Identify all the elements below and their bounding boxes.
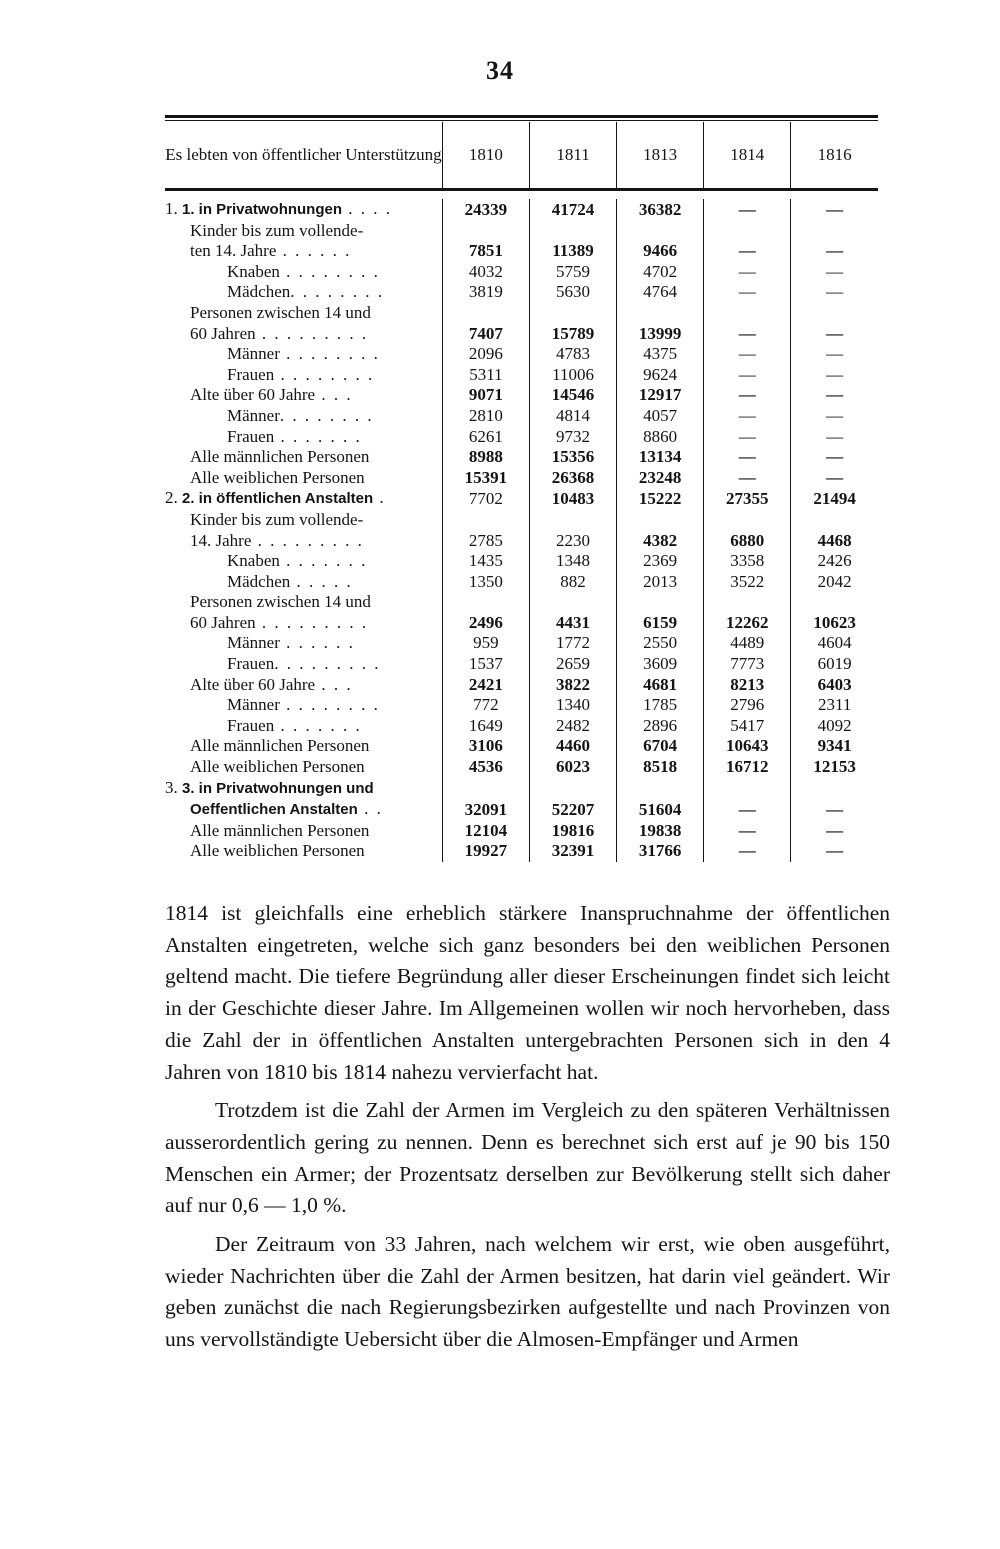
- table-row: [165, 551, 878, 572]
- page-number: 34: [486, 56, 514, 85]
- table-cell: 4092: [791, 716, 878, 737]
- table-row: [165, 654, 878, 675]
- year-header: 1814: [704, 122, 791, 190]
- row-label: Alle männlichen Personen: [190, 736, 370, 756]
- table-row: [165, 592, 878, 613]
- table-cell: 7407: [442, 324, 529, 345]
- table-cell: —: [791, 344, 878, 365]
- table-cell: [617, 303, 704, 324]
- table-cell: 4468: [791, 531, 878, 552]
- row-label: Knaben . . . . . . . .: [227, 261, 380, 281]
- table-cell: —: [704, 799, 791, 821]
- table-cell: 772: [442, 695, 529, 716]
- table-cell: 4604: [791, 633, 878, 654]
- row-label: Knaben . . . . . . .: [227, 551, 368, 571]
- table-cell: 14546: [529, 385, 616, 406]
- table-cell: —: [704, 406, 791, 427]
- table-cell: 19927: [442, 841, 529, 862]
- table-cell: 1340: [529, 695, 616, 716]
- table-cell: —: [704, 324, 791, 345]
- table-cell: —: [704, 262, 791, 283]
- table-cell: 7851: [442, 241, 529, 262]
- table-cell: 8860: [617, 427, 704, 448]
- table-cell: 15356: [529, 447, 616, 468]
- table-cell: —: [704, 385, 791, 406]
- table-cell: 2421: [442, 675, 529, 696]
- table-cell: 7702: [442, 488, 529, 510]
- year-header: 1816: [791, 122, 878, 190]
- table-cell: 3609: [617, 654, 704, 675]
- table-cell: 2785: [442, 531, 529, 552]
- paragraph: Der Zeitraum von 33 Jahren, nach welchem wir erst, wie oben ausgeführt, wieder Nachrichten über die Zahl der Armen besitzen, hat darin viel geändert. Wir geben zunächst die nach Regierungsbezirken aufgestellte und nach Provinzen von uns vervollständigte Uebersicht über die Almosen-Empfänger und Armen: [165, 1232, 890, 1352]
- table-cell: [442, 778, 529, 800]
- table-cell: 2896: [617, 716, 704, 737]
- table-row: [165, 282, 878, 303]
- table-cell: 9071: [442, 385, 529, 406]
- table-body: [165, 199, 878, 862]
- row-label: Alle männlichen Personen: [190, 820, 370, 840]
- table-cell: 3522: [704, 572, 791, 593]
- table-row: [165, 199, 878, 221]
- row-label: Mädchen. . . . . . . .: [227, 282, 385, 302]
- table-cell: —: [704, 241, 791, 262]
- table-cell: 12917: [617, 385, 704, 406]
- top-rule: [165, 115, 878, 118]
- table-cell: [704, 778, 791, 800]
- table-cell: 5630: [529, 282, 616, 303]
- table-cell: 6023: [529, 757, 616, 778]
- table-cell: [617, 221, 704, 242]
- table-row: [165, 736, 878, 757]
- table-cell: 1435: [442, 551, 529, 572]
- row-label: ten 14. Jahre . . . . . .: [190, 241, 352, 261]
- table-cell: 6403: [791, 675, 878, 696]
- table-cell: 8988: [442, 447, 529, 468]
- table-cell: 5311: [442, 365, 529, 386]
- table-cell: —: [791, 427, 878, 448]
- paragraph: 1814 ist gleichfalls eine erheblich stärkere Inanspruchnahme der öffentlichen Anstalten eingetreten, welche sich ganz besonders bei den weiblichen Personen geltend macht. Die tiefere Begründung aller dieser Erscheinungen findet sich leicht in der Geschichte dieser Jahre. Im Allgemeinen wollen wir noch hervorheben, dass die Zahl der in öffentlichen Anstalten untergebrachten Personen sich in den 4 Jahren von 1810 bis 1814 nahezu vervierfacht hat.: [165, 901, 890, 1084]
- row-label: Personen zwischen 14 und: [190, 592, 371, 612]
- table-cell: 41724: [529, 199, 616, 221]
- table-cell: 32391: [529, 841, 616, 862]
- table-cell: 9466: [617, 241, 704, 262]
- table-row: [165, 799, 878, 821]
- table-cell: —: [704, 344, 791, 365]
- table-row: [165, 633, 878, 654]
- table-cell: 15789: [529, 324, 616, 345]
- table-cell: —: [791, 241, 878, 262]
- table-cell: 13134: [617, 447, 704, 468]
- row-label: 3. 3. in Privatwohnungen und: [165, 777, 374, 797]
- table-row: [165, 365, 878, 386]
- row-label: Alte über 60 Jahre . . .: [190, 385, 353, 405]
- table-cell: 52207: [529, 799, 616, 821]
- table-cell: 4681: [617, 675, 704, 696]
- table-cell: [529, 592, 616, 613]
- table-cell: —: [791, 447, 878, 468]
- table-cell: —: [704, 841, 791, 862]
- table-row: [165, 572, 878, 593]
- table-cell: 9732: [529, 427, 616, 448]
- table-cell: 24339: [442, 199, 529, 221]
- table-cell: 6019: [791, 654, 878, 675]
- table-cell: —: [791, 799, 878, 821]
- table-cell: 2550: [617, 633, 704, 654]
- table-cell: [704, 221, 791, 242]
- table-row: [165, 695, 878, 716]
- row-label: 14. Jahre . . . . . . . . .: [190, 530, 364, 550]
- table-cell: 1785: [617, 695, 704, 716]
- table-cell: —: [791, 406, 878, 427]
- table-cell: 2482: [529, 716, 616, 737]
- table-row: [165, 510, 878, 531]
- table-row: [165, 613, 878, 634]
- row-label: Kinder bis zum vollende-: [190, 509, 364, 529]
- table-cell: —: [704, 447, 791, 468]
- row-label: Männer. . . . . . . .: [227, 405, 374, 425]
- table-cell: 31766: [617, 841, 704, 862]
- table-cell: —: [791, 282, 878, 303]
- table-cell: —: [791, 385, 878, 406]
- table-cell: 13999: [617, 324, 704, 345]
- table-cell: 10483: [529, 488, 616, 510]
- table-cell: 4057: [617, 406, 704, 427]
- year-header: 1810: [442, 122, 529, 190]
- table-cell: 2230: [529, 531, 616, 552]
- table-header-row: [165, 122, 878, 190]
- table-cell: 1649: [442, 716, 529, 737]
- row-label: Kinder bis zum vollende-: [190, 220, 364, 240]
- table-cell: 2796: [704, 695, 791, 716]
- table-row: [165, 757, 878, 778]
- table-cell: —: [704, 282, 791, 303]
- table-row: [165, 324, 878, 345]
- row-label: Männer . . . . . . . .: [227, 695, 380, 715]
- table-cell: —: [704, 199, 791, 221]
- body-text: [165, 898, 890, 1356]
- table-cell: 12153: [791, 757, 878, 778]
- row-label: Frauen . . . . . . . .: [227, 364, 375, 384]
- table-cell: 4489: [704, 633, 791, 654]
- table-row: [165, 531, 878, 552]
- row-label: Personen zwischen 14 und: [190, 302, 371, 322]
- table-cell: [704, 592, 791, 613]
- table-cell: 11389: [529, 241, 616, 262]
- table-cell: 6159: [617, 613, 704, 634]
- table-cell: 11006: [529, 365, 616, 386]
- row-label: Mädchen . . . . .: [227, 571, 353, 591]
- table-cell: 4764: [617, 282, 704, 303]
- table-cell: 6880: [704, 531, 791, 552]
- table-row: [165, 778, 878, 800]
- table-cell: [617, 778, 704, 800]
- row-label: 2. 2. in öffentlichen Anstalten .: [165, 488, 386, 508]
- table-cell: [529, 303, 616, 324]
- table-cell: 1537: [442, 654, 529, 675]
- row-label: Alle weiblichen Personen: [190, 841, 365, 861]
- table-cell: 9341: [791, 736, 878, 757]
- table-cell: 4814: [529, 406, 616, 427]
- table-cell: 2311: [791, 695, 878, 716]
- table-row: [165, 406, 878, 427]
- table-cell: 3819: [442, 282, 529, 303]
- row-label: Alte über 60 Jahre . . .: [190, 674, 353, 694]
- row-label: Frauen . . . . . . .: [227, 715, 362, 735]
- table-cell: 2096: [442, 344, 529, 365]
- table-row: [165, 221, 878, 242]
- table-cell: 6704: [617, 736, 704, 757]
- table-cell: [617, 510, 704, 531]
- table-cell: [791, 778, 878, 800]
- table-cell: —: [791, 324, 878, 345]
- table-row: [165, 385, 878, 406]
- table-cell: 4536: [442, 757, 529, 778]
- table-cell: 10643: [704, 736, 791, 757]
- table-row: [165, 841, 878, 862]
- table-cell: —: [791, 468, 878, 489]
- table-cell: 4783: [529, 344, 616, 365]
- table-cell: 15222: [617, 488, 704, 510]
- table-cell: 1348: [529, 551, 616, 572]
- table-cell: 3358: [704, 551, 791, 572]
- table-cell: 5759: [529, 262, 616, 283]
- table-row: [165, 488, 878, 510]
- table-cell: [442, 510, 529, 531]
- table-cell: 8518: [617, 757, 704, 778]
- table-cell: [442, 592, 529, 613]
- table-cell: 27355: [704, 488, 791, 510]
- row-label: 60 Jahren . . . . . . . . .: [190, 323, 369, 343]
- table-cell: 4382: [617, 531, 704, 552]
- table-cell: [442, 221, 529, 242]
- table-cell: 36382: [617, 199, 704, 221]
- table-cell: 2369: [617, 551, 704, 572]
- table-cell: 2810: [442, 406, 529, 427]
- table-cell: —: [704, 427, 791, 448]
- table-cell: 3822: [529, 675, 616, 696]
- table-cell: 10623: [791, 613, 878, 634]
- table-cell: 32091: [442, 799, 529, 821]
- table-row: [165, 344, 878, 365]
- table-cell: [704, 510, 791, 531]
- table-cell: —: [791, 821, 878, 842]
- table-cell: [617, 592, 704, 613]
- table-cell: 12262: [704, 613, 791, 634]
- table-cell: 2013: [617, 572, 704, 593]
- table-cell: [791, 303, 878, 324]
- table-cell: 2426: [791, 551, 878, 572]
- table-cell: —: [704, 821, 791, 842]
- table-cell: —: [791, 841, 878, 862]
- row-label: Oeffentlichen Anstalten . .: [190, 799, 383, 819]
- table-cell: —: [704, 468, 791, 489]
- table-cell: 4032: [442, 262, 529, 283]
- table-cell: —: [791, 199, 878, 221]
- table-cell: [791, 510, 878, 531]
- table-row: [165, 241, 878, 262]
- table-cell: —: [791, 262, 878, 283]
- row-label: Alle weiblichen Personen: [190, 757, 365, 777]
- table-cell: 26368: [529, 468, 616, 489]
- table-row: [165, 821, 878, 842]
- table-cell: 2659: [529, 654, 616, 675]
- table-cell: 2042: [791, 572, 878, 593]
- table-cell: 23248: [617, 468, 704, 489]
- year-header: 1813: [617, 122, 704, 190]
- table-row: [165, 468, 878, 489]
- table-cell: [704, 303, 791, 324]
- table-cell: [529, 221, 616, 242]
- table-cell: 16712: [704, 757, 791, 778]
- table-row: [165, 447, 878, 468]
- table-cell: 51604: [617, 799, 704, 821]
- table-cell: 9624: [617, 365, 704, 386]
- table-row: [165, 303, 878, 324]
- table-cell: 3106: [442, 736, 529, 757]
- table-cell: 1772: [529, 633, 616, 654]
- table-cell: 959: [442, 633, 529, 654]
- table-cell: 1350: [442, 572, 529, 593]
- table-cell: 7773: [704, 654, 791, 675]
- table-cell: 6261: [442, 427, 529, 448]
- table-cell: [529, 510, 616, 531]
- table-row: [165, 675, 878, 696]
- table-row: [165, 262, 878, 283]
- table-cell: [791, 592, 878, 613]
- row-label: Frauen . . . . . . .: [227, 426, 362, 446]
- table-cell: 882: [529, 572, 616, 593]
- row-label: Frauen. . . . . . . . .: [227, 654, 381, 674]
- top-rule-thin: [165, 120, 878, 121]
- table-cell: 12104: [442, 821, 529, 842]
- table-cell: 19816: [529, 821, 616, 842]
- table-cell: 15391: [442, 468, 529, 489]
- table-cell: —: [791, 365, 878, 386]
- statistics-table: [165, 122, 878, 862]
- row-label: 60 Jahren . . . . . . . . .: [190, 612, 369, 632]
- table-row: [165, 716, 878, 737]
- table-cell: 4375: [617, 344, 704, 365]
- table-row: [165, 427, 878, 448]
- table-cell: 2496: [442, 613, 529, 634]
- table-cell: 4460: [529, 736, 616, 757]
- row-label: Männer . . . . . .: [227, 633, 355, 653]
- table-header-label: Es lebten von öffentlicher Unterstützung: [165, 122, 442, 190]
- table-cell: [529, 778, 616, 800]
- row-label: 1. 1. in Privatwohnungen . . . .: [165, 199, 393, 218]
- row-label: Alle männlichen Personen: [190, 447, 370, 467]
- table-cell: [442, 303, 529, 324]
- table-cell: 21494: [791, 488, 878, 510]
- row-label: Männer . . . . . . . .: [227, 344, 380, 364]
- table-cell: 8213: [704, 675, 791, 696]
- row-label: Alle weiblichen Personen: [190, 467, 365, 487]
- table-cell: 5417: [704, 716, 791, 737]
- table-cell: [791, 221, 878, 242]
- paragraph: Trotzdem ist die Zahl der Armen im Vergleich zu den späteren Verhältnissen ausserordentlich gering zu nennen. Denn es berechnet sich erst auf je 90 bis 150 Menschen ein Armer; der Prozentsatz derselben zur Bevölkerung stellt sich daher auf nur 0,6 — 1,0 %.: [165, 1098, 890, 1218]
- table-cell: 4702: [617, 262, 704, 283]
- table-cell: —: [704, 365, 791, 386]
- table-cell: 4431: [529, 613, 616, 634]
- table-cell: 19838: [617, 821, 704, 842]
- year-header: 1811: [529, 122, 616, 190]
